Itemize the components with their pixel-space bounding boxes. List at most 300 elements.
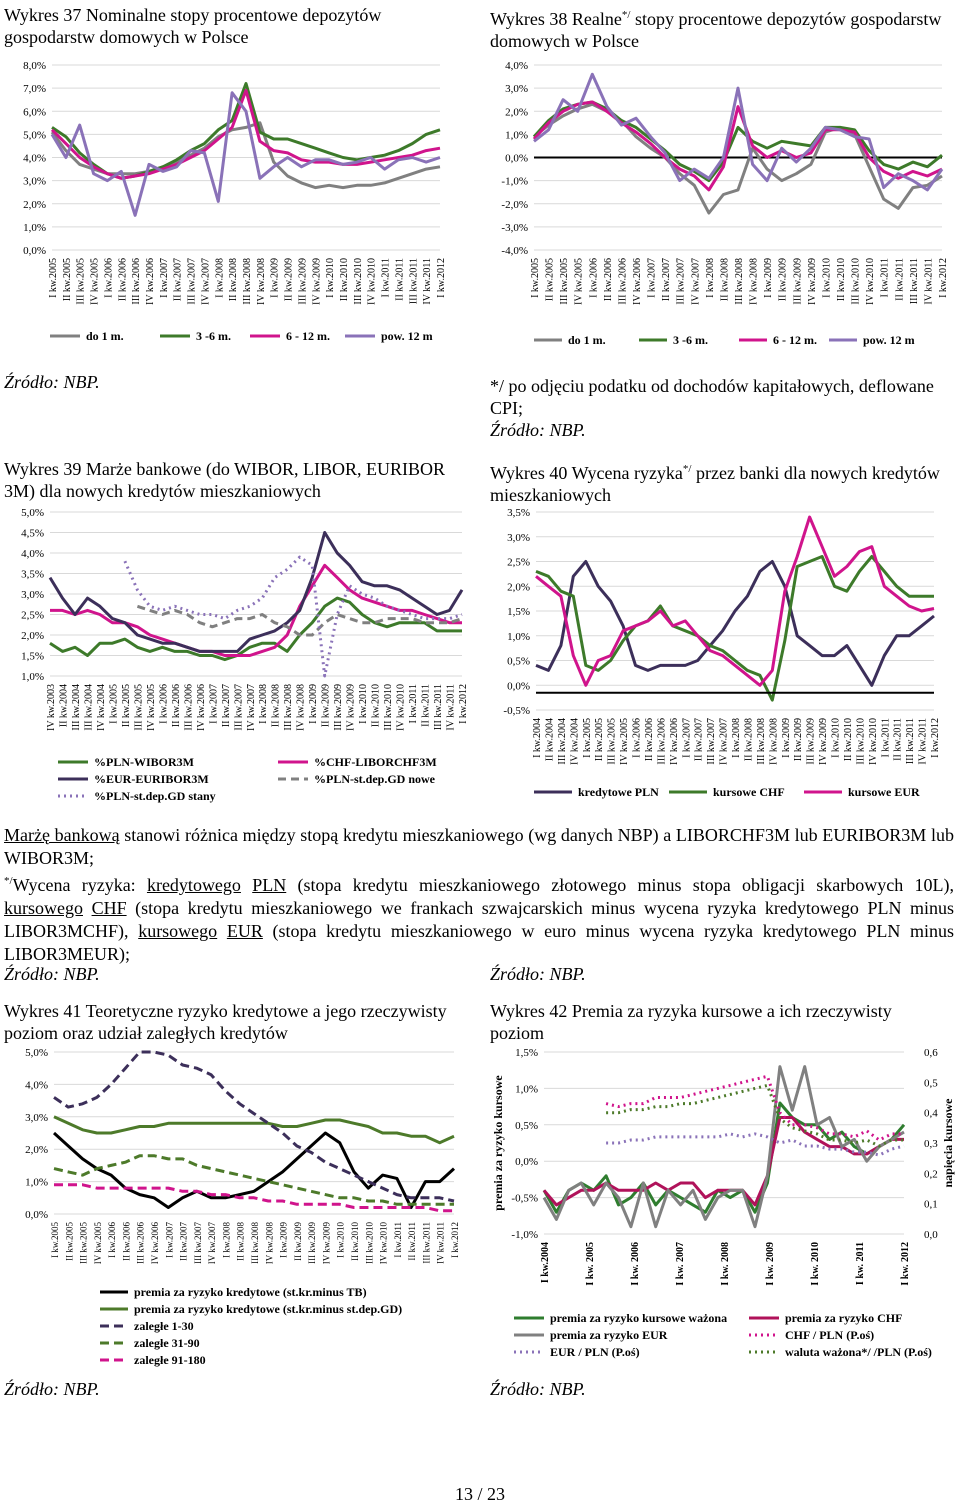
y-tick-label: 3,0%: [21, 589, 44, 601]
x-tick-label: IV kw.2010: [867, 718, 879, 765]
x-tick-label: I kw.2010: [325, 258, 337, 298]
x-tick-label: III kw.2010: [850, 258, 862, 305]
x-tick-label: IV kw.2010: [865, 258, 877, 305]
y-tick-label: 8,0%: [23, 60, 46, 72]
y-tick-label: -0,5%: [503, 705, 530, 717]
y-tick-label: 0,5%: [515, 1119, 538, 1132]
y2-tick-label: 0,2: [924, 1168, 938, 1181]
y-tick-label: 3,5%: [507, 507, 530, 519]
x-tick-label: III kw.2007: [706, 718, 718, 765]
x-tick-label: IV kw.2005: [573, 258, 585, 305]
x-tick-label: IV kw.2010: [366, 258, 378, 305]
x-tick-label: I kw.2006: [107, 1222, 118, 1258]
chart-39-source: Źródło: NBP.: [4, 964, 100, 984]
x-tick-label: III kw.2011: [908, 258, 920, 305]
y-tick-label: 4,5%: [21, 527, 44, 540]
y-tick-label: 1,0%: [505, 129, 528, 142]
note-marza-term: Marżę bankową: [4, 825, 120, 845]
x-tick-label: II kw.2011: [407, 1222, 418, 1261]
series-line-chf-pln-p-o-: [606, 1076, 904, 1140]
x-tick-label: III kw.2006: [617, 258, 629, 305]
y-axis-label: premia za ryzyko kursowe: [491, 1075, 505, 1211]
x-tick-label: II kw.2004: [58, 684, 70, 728]
legend-label: premia za ryzyko kredytowe (st.kr.minus TB): [134, 1285, 367, 1299]
x-tick-label: III kw.2010: [383, 684, 395, 731]
x-tick-label: IV kw.2006: [145, 258, 156, 305]
y-tick-label: 3,0%: [507, 531, 530, 544]
x-tick-label: III kw.2009: [307, 1222, 318, 1264]
x-tick-label: II kw.2011: [892, 718, 904, 761]
chart-38-title: [490, 4, 950, 52]
x-tick-label: I kw.2006: [631, 718, 643, 758]
chart-41-source: Źródło: NBP.: [4, 1379, 100, 1399]
x-tick-label: IV kw.2009: [311, 258, 323, 305]
note-wycena-b: kredytowego: [146, 875, 241, 895]
legend-label: premia za ryzyko kredytowe (st.kr.minus st.dep.GD): [134, 1302, 403, 1316]
x-tick-label: I kw.2012: [930, 718, 941, 758]
chart-40-title-a: Wykres 40 Wycena ryzyka: [490, 463, 683, 483]
x-tick-label: IV kw.2009: [818, 718, 830, 765]
y-tick-label: 3,5%: [21, 568, 44, 581]
series-line-waluta-wa-ona-pln-p-o-: [606, 1085, 904, 1146]
y2-tick-label: 0,1: [924, 1198, 938, 1211]
x-tick-label: I kw.2010: [358, 684, 370, 724]
y-tick-label: 1,0%: [507, 630, 530, 643]
x-tick-label: III kw.2006: [131, 258, 143, 305]
y2-tick-label: 0,4: [924, 1107, 938, 1120]
x-tick-label: II kw.2008: [270, 684, 282, 728]
x-tick-label: III kw.2007: [186, 258, 198, 305]
series-line--eur-euribor3m: [50, 533, 462, 652]
x-tick-label: IV kw.2011: [422, 258, 434, 305]
chart-38-title-b: stopy procentowe depozytów gospodarstw domowych w Polsce: [490, 9, 942, 51]
x-tick-label: IV kw.2005: [92, 1222, 103, 1265]
legend-label: premia za ryzyko kursowe ważona: [550, 1311, 728, 1325]
y-tick-label: 1,0%: [23, 221, 46, 234]
chart-37-svg: [0, 50, 460, 360]
legend-label: premia za ryzyko CHF: [785, 1311, 903, 1325]
legend-label: zaległe 1-30: [134, 1319, 194, 1333]
x-tick-label: III kw.2008: [250, 1222, 260, 1264]
chart-40-source: Źródło: NBP.: [490, 964, 586, 984]
x-tick-label: I kw.2010: [821, 258, 833, 298]
x-tick-label: I kw.2005: [48, 258, 59, 298]
x-tick-label: II kw.2004: [544, 718, 556, 762]
x-tick-label: III kw.2004: [70, 684, 82, 731]
x-tick-label: II kw.2005: [594, 718, 606, 762]
x-tick-label: IV kw.2007: [690, 258, 702, 305]
y-tick-label: 2,0%: [505, 106, 528, 119]
x-tick-label: II kw.2007: [661, 258, 673, 302]
y-tick-label: 4,0%: [21, 548, 44, 560]
y-tick-label: 1,5%: [21, 650, 44, 663]
y2-tick-label: 0,5: [924, 1077, 938, 1090]
x-tick-label: II kw.2006: [121, 1222, 132, 1261]
y-tick-label: 1,0%: [21, 671, 44, 683]
x-tick-label: IV kw.2006: [195, 684, 207, 731]
x-tick-label: III kw.2008: [755, 718, 767, 765]
y-tick-label: -3,0%: [501, 221, 528, 234]
y-tick-label: 3,0%: [25, 1111, 48, 1124]
x-tick-label: II kw.2010: [350, 1222, 360, 1261]
x-tick-label: III kw.2005: [559, 258, 571, 305]
y-tick-label: 0,0%: [23, 245, 46, 257]
x-tick-label: II kw.2010: [339, 258, 350, 302]
y2-tick-label: 0,3: [924, 1138, 938, 1150]
x-tick-label: III kw.2005: [75, 258, 87, 305]
y2-tick-label: 0,0: [924, 1229, 938, 1241]
x-tick-label: I kw.2008: [731, 718, 742, 758]
y-tick-label: -1,0%: [511, 1229, 538, 1241]
x-tick-label: IV kw.2011: [445, 684, 457, 731]
x-tick-label: III kw.2005: [133, 684, 145, 731]
x-tick-label: IV kw.2007: [207, 1222, 218, 1265]
x-tick-label: III kw.2004: [83, 684, 95, 731]
x-tick-label: I kw. 2012: [900, 1242, 911, 1286]
chart-42-svg: [484, 1042, 960, 1372]
x-tick-label: II kw.2011: [894, 258, 906, 301]
x-tick-label: I kw.2011: [879, 258, 891, 298]
x-tick-label: II kw.2007: [693, 718, 705, 762]
chart-39-title: Wykres 39 Marże bankowe (do WIBOR, LIBOR, EURIBOR 3M) dla nowych kredytów mieszkaniowych: [4, 459, 446, 501]
x-tick-label: I kw.2009: [269, 258, 281, 298]
x-tick-label: I kw.2008: [221, 1222, 232, 1258]
x-tick-label: III kw.2005: [78, 1222, 89, 1264]
note-wycena-c: [241, 875, 252, 895]
x-tick-label: I kw. 2011: [855, 1242, 866, 1286]
x-tick-label: IV kw.2011: [923, 258, 935, 305]
legend-label: EUR / PLN (P.oś): [550, 1345, 640, 1359]
x-tick-label: II kw.2005: [120, 684, 132, 728]
note-wycena-h: CHF: [91, 898, 127, 918]
legend-label: %PLN-st.dep.GD stany: [94, 789, 216, 803]
y2-axis-label: napięcia kursowe: [941, 1098, 955, 1188]
x-tick-label: I kw.2004: [532, 718, 543, 758]
series-line-pow-12-m: [534, 74, 942, 190]
chart-40-title-sup: */: [682, 463, 692, 475]
y-tick-label: 0,5%: [507, 655, 530, 668]
x-tick-label: I kw.2007: [681, 718, 693, 758]
x-tick-label: I kw.2008: [214, 258, 226, 298]
series-line-zaleg-e-91-180: [54, 1185, 454, 1211]
chart-39-svg: [0, 500, 470, 805]
x-tick-label: III kw.2009: [333, 684, 345, 731]
legend-label: premia za ryzyko EUR: [550, 1328, 668, 1342]
x-tick-label: IV kw.2007: [718, 718, 730, 765]
chart-41-title: Wykres 41 Teoretyczne ryzyko kredytowe a jego rzeczywisty poziom oraz udział zaległych kredytów: [4, 1001, 447, 1043]
chart-40-svg: [484, 500, 954, 805]
x-tick-label: IV kw.2008: [748, 258, 760, 305]
x-tick-label: III kw.2008: [283, 684, 295, 731]
y-tick-label: 0,0%: [505, 152, 528, 165]
y-tick-label: 5,0%: [25, 1047, 48, 1059]
note-wycena: [4, 870, 954, 966]
chart-37-source: Źródło: NBP.: [4, 372, 100, 392]
x-tick-label: I kw.2007: [158, 258, 170, 298]
x-tick-label: III kw.2008: [734, 258, 745, 305]
x-tick-label: IV kw.2005: [89, 258, 101, 305]
y-tick-label: 0,0%: [507, 680, 530, 693]
x-tick-label: II kw.2009: [777, 258, 789, 302]
legend-label: kredytowe PLN: [578, 785, 659, 799]
x-tick-label: I kw.2005: [581, 718, 593, 758]
x-tick-label: I kw.2010: [830, 718, 842, 758]
x-tick-label: IV kw.2009: [806, 258, 818, 305]
x-tick-label: II kw.2009: [793, 718, 805, 762]
x-tick-label: III kw.2011: [408, 258, 420, 305]
legend-label: do 1 m.: [568, 333, 606, 347]
x-tick-label: I kw.2012: [938, 258, 949, 298]
y-tick-label: 2,5%: [21, 609, 44, 622]
y-tick-label: 2,5%: [507, 556, 530, 569]
note-wycena-m: (stopa kredytu mieszkaniowego w euro minus wycena ryzyka kredytowego PLN minus LIBOR3MEUR);: [4, 921, 955, 964]
x-tick-label: I kw. 2010: [810, 1242, 821, 1286]
legend-label: zaległe 31-90: [134, 1336, 200, 1350]
note-wycena-sup: */: [4, 875, 13, 887]
x-tick-label: I kw.2010: [335, 1222, 346, 1258]
x-tick-label: III kw.2011: [905, 718, 917, 765]
x-tick-label: I kw.2012: [450, 1222, 460, 1258]
y-tick-label: 2,0%: [25, 1144, 48, 1157]
x-tick-label: III kw.2007: [675, 258, 687, 305]
y-tick-label: 1,0%: [25, 1176, 48, 1189]
x-tick-label: I kw.2006: [158, 684, 170, 724]
x-tick-label: II kw.2011: [420, 684, 432, 727]
x-tick-label: II kw.2006: [170, 684, 182, 728]
x-tick-label: I kw. 2007: [675, 1242, 686, 1286]
x-tick-label: I kw.2011: [392, 1222, 403, 1258]
x-tick-label: I kw.2009: [780, 718, 792, 758]
chart-42-source: Źródło: NBP.: [490, 1379, 586, 1399]
note-wycena-k: [217, 921, 227, 941]
legend-label: 3 -6 m.: [196, 329, 231, 343]
x-tick-label: IV kw.2005: [619, 718, 631, 765]
note-marza: [4, 824, 954, 870]
series-line--pln-wibor3m: [50, 598, 462, 660]
series-line-premia-za-ryzyko-eur: [544, 1067, 904, 1227]
x-tick-label: IV kw.2009: [345, 684, 357, 731]
x-tick-label: II kw.2010: [836, 258, 847, 302]
y-tick-label: 1,5%: [515, 1047, 538, 1059]
x-tick-label: I kw.2008: [704, 258, 716, 298]
y-tick-label: 7,0%: [23, 83, 46, 96]
x-tick-label: II kw.2006: [117, 258, 129, 302]
y-tick-label: 4,0%: [25, 1079, 48, 1092]
legend-label: 6 - 12 m.: [286, 329, 330, 343]
x-tick-label: II kw.2005: [61, 258, 73, 302]
legend-label: CHF / PLN (P.oś): [785, 1328, 875, 1342]
y-tick-label: 2,0%: [507, 581, 530, 594]
x-tick-label: II kw.2008: [235, 1222, 246, 1261]
notes-paragraph: [4, 824, 954, 966]
y2-tick-label: 0,6: [924, 1047, 938, 1059]
x-tick-label: III kw.2010: [855, 718, 867, 765]
x-tick-label: IV kw.2005: [145, 684, 157, 731]
x-tick-label: IV kw.2007: [200, 258, 212, 305]
note-wycena-e: (stopa kredytu mieszkaniowego złotowego minus stopa obligacji skarbowych 10L),: [286, 875, 955, 895]
x-tick-label: IV kw.2010: [378, 1222, 389, 1265]
chart-42-title: Wykres 42 Premia za ryzyka kursowe a ich rzeczywisty poziom: [490, 1001, 892, 1043]
x-tick-label: IV kw.2004: [569, 718, 581, 765]
chart-38-svg: [484, 50, 954, 360]
x-tick-label: I kw.2006: [103, 258, 115, 298]
y-tick-label: 5,0%: [23, 129, 46, 142]
note-wycena-g: [83, 898, 92, 918]
x-tick-label: IV kw.2008: [264, 1222, 275, 1265]
chart-38-title-sup: */: [621, 9, 631, 21]
x-tick-label: II kw.2010: [842, 718, 854, 762]
note-wycena-j: kursowego: [138, 921, 218, 941]
y-tick-label: 0,0%: [25, 1209, 48, 1221]
y-tick-label: -4,0%: [501, 245, 528, 257]
x-tick-label: I kw.2005: [50, 1222, 60, 1258]
legend-label: pow. 12 m: [863, 333, 915, 347]
x-tick-label: IV kw.2006: [150, 1222, 160, 1265]
legend-label: %CHF-LIBORCHF3M: [314, 755, 437, 769]
y-tick-label: 3,0%: [23, 175, 46, 188]
y-tick-label: -0,5%: [511, 1192, 538, 1205]
x-tick-label: I kw.2012: [436, 258, 447, 298]
y-tick-label: 2,0%: [21, 630, 44, 642]
x-tick-label: I kw.2011: [408, 684, 420, 724]
x-tick-label: II kw.2011: [394, 258, 406, 301]
legend-label: %EUR-EURIBOR3M: [94, 772, 209, 786]
note-wycena-i: (stopa kredytu mieszkaniowego we frankach szwajcarskich minus wycena ryzyka kredytowego PLN minus LIBOR3MCHF),: [4, 898, 955, 941]
page-number: 13 / 23: [454, 1484, 505, 1504]
series-line-eur-pln-p-o-: [606, 1134, 904, 1155]
x-tick-label: III kw.2005: [606, 718, 618, 765]
x-tick-label: I kw.2011: [880, 718, 892, 758]
y-tick-label: 1,0%: [515, 1083, 538, 1096]
x-tick-label: III kw.2006: [135, 1222, 146, 1264]
x-tick-label: III kw.2007: [233, 684, 245, 731]
y-tick-label: 2,0%: [23, 198, 46, 211]
x-tick-label: IV kw.2004: [95, 684, 107, 731]
y-tick-label: 5,0%: [21, 507, 44, 519]
legend-label: kursowe CHF: [713, 785, 785, 799]
x-tick-label: III kw.2006: [183, 684, 195, 731]
x-tick-label: III kw.2009: [805, 718, 817, 765]
chart-37-title: Wykres 37 Nominalne stopy procentowe depozytów gospodarstw domowych w Polsce: [4, 5, 382, 47]
x-tick-label: IV kw.2008: [295, 684, 307, 731]
x-tick-label: II kw.2008: [719, 258, 731, 302]
x-tick-label: II kw.2008: [228, 258, 240, 302]
x-tick-label: I kw.2008: [258, 684, 270, 724]
y-tick-label: 0,0%: [515, 1156, 538, 1169]
x-tick-label: II kw.2008: [743, 718, 755, 762]
x-tick-label: III kw.2006: [656, 718, 668, 765]
x-tick-label: III kw.2011: [421, 1222, 432, 1264]
x-tick-label: II kw.2007: [172, 258, 184, 302]
x-tick-label: II kw.2009: [283, 258, 295, 302]
note-wycena-d: PLN: [252, 875, 287, 895]
x-tick-label: II kw.2006: [643, 718, 655, 762]
x-tick-label: I kw.2009: [308, 684, 320, 724]
legend-label: zaległe 91-180: [134, 1353, 206, 1367]
note-marza-text: stanowi różnica między stopą kredytu mieszkaniowego (wg danych NBP) a LIBORCHF3M lub EURIBOR3M lub WIBOR3M;: [4, 825, 954, 868]
x-tick-label: II kw.2007: [220, 684, 232, 728]
x-tick-label: II kw.2005: [64, 1222, 75, 1261]
legend-label: waluta ważona*/ /PLN (P.oś): [785, 1345, 932, 1359]
chart-40-title-b: przez banki dla nowych kredytów mieszkaniowych: [490, 463, 940, 505]
x-tick-label: IV kw.2006: [668, 718, 680, 765]
y-tick-label: 1,5%: [507, 606, 530, 618]
y-tick-label: 4,0%: [505, 60, 528, 72]
chart-40-title: [490, 458, 950, 506]
x-tick-label: IV kw.2006: [632, 258, 643, 305]
legend-label: %PLN-st.dep.GD nowe: [314, 772, 436, 786]
x-tick-label: I kw. 2008: [720, 1242, 731, 1286]
x-tick-label: I kw. 2005: [585, 1242, 596, 1286]
x-tick-label: II kw.2007: [178, 1222, 189, 1261]
x-tick-label: I kw.2012: [458, 684, 469, 724]
x-tick-label: I kw.2005: [108, 684, 120, 724]
chart-41-svg: [0, 1042, 470, 1372]
series-line-premia-za-ryzyko-kredytowe-st-kr-minus-st-dep-gd-: [54, 1117, 454, 1143]
legend-label: 6 - 12 m.: [773, 333, 817, 347]
legend-label: 3 -6 m.: [673, 333, 708, 347]
x-tick-label: III kw.2011: [433, 684, 445, 731]
chart-38-title-a: Wykres 38 Realne: [490, 9, 622, 29]
x-tick-label: I kw.2007: [164, 1222, 175, 1258]
x-tick-label: I kw.2005: [530, 258, 541, 298]
chart-38-note: */ po odjęciu podatku od dochodów kapitałowych, deflowane CPI;: [490, 376, 934, 418]
x-tick-label: I kw. 2006: [630, 1242, 641, 1286]
x-tick-label: II kw.2009: [292, 1222, 303, 1261]
x-tick-label: I kw.2007: [208, 684, 220, 724]
x-tick-label: III kw.2010: [352, 258, 364, 305]
legend-label: kursowe EUR: [848, 785, 920, 799]
x-tick-label: III kw.2007: [192, 1222, 203, 1264]
y-tick-label: -2,0%: [501, 198, 528, 211]
x-tick-label: I kw.2009: [763, 258, 775, 298]
chart-38-source: Źródło: NBP.: [490, 420, 586, 440]
series-line-3-6-m-: [52, 84, 440, 179]
note-wycena-a: Wycena ryzyka:: [12, 875, 147, 895]
note-wycena-l: EUR: [226, 921, 263, 941]
x-tick-label: III kw.2009: [297, 258, 309, 305]
x-tick-label: IV kw.2003: [46, 684, 57, 731]
legend-label: do 1 m.: [86, 329, 124, 343]
x-tick-label: IV kw.2010: [395, 684, 407, 731]
x-tick-label: III kw.2009: [792, 258, 804, 305]
y-tick-label: 4,0%: [23, 152, 46, 165]
x-tick-label: I kw.2004: [540, 1242, 551, 1284]
x-tick-label: I kw.2006: [588, 258, 600, 298]
x-tick-label: II kw.2005: [544, 258, 556, 302]
x-tick-label: III kw.2004: [556, 718, 568, 765]
x-tick-label: I kw.2009: [278, 1222, 289, 1258]
x-tick-label: IV kw.2011: [435, 1222, 446, 1264]
note-wycena-f: kursowego: [4, 898, 83, 918]
x-tick-label: IV kw.2009: [321, 1222, 332, 1265]
x-tick-label: II kw.2010: [370, 684, 382, 728]
x-tick-label: III kw.2008: [242, 258, 253, 305]
x-tick-label: IV kw.2011: [917, 718, 929, 765]
x-tick-label: IV kw.2008: [255, 258, 267, 305]
x-tick-label: II kw.2009: [320, 684, 332, 728]
x-tick-label: IV kw.2008: [768, 718, 780, 765]
x-tick-label: IV kw.2007: [245, 684, 257, 731]
x-tick-label: I kw. 2009: [765, 1242, 776, 1286]
y-tick-label: 3,0%: [505, 83, 528, 96]
series-line-do-1-m-: [534, 104, 942, 213]
x-tick-label: I kw.2011: [380, 258, 392, 298]
legend-label: %PLN-WIBOR3M: [94, 755, 194, 769]
x-tick-label: III kw.2010: [364, 1222, 375, 1264]
x-tick-label: II kw.2006: [602, 258, 614, 302]
legend-label: pow. 12 m: [381, 329, 433, 343]
